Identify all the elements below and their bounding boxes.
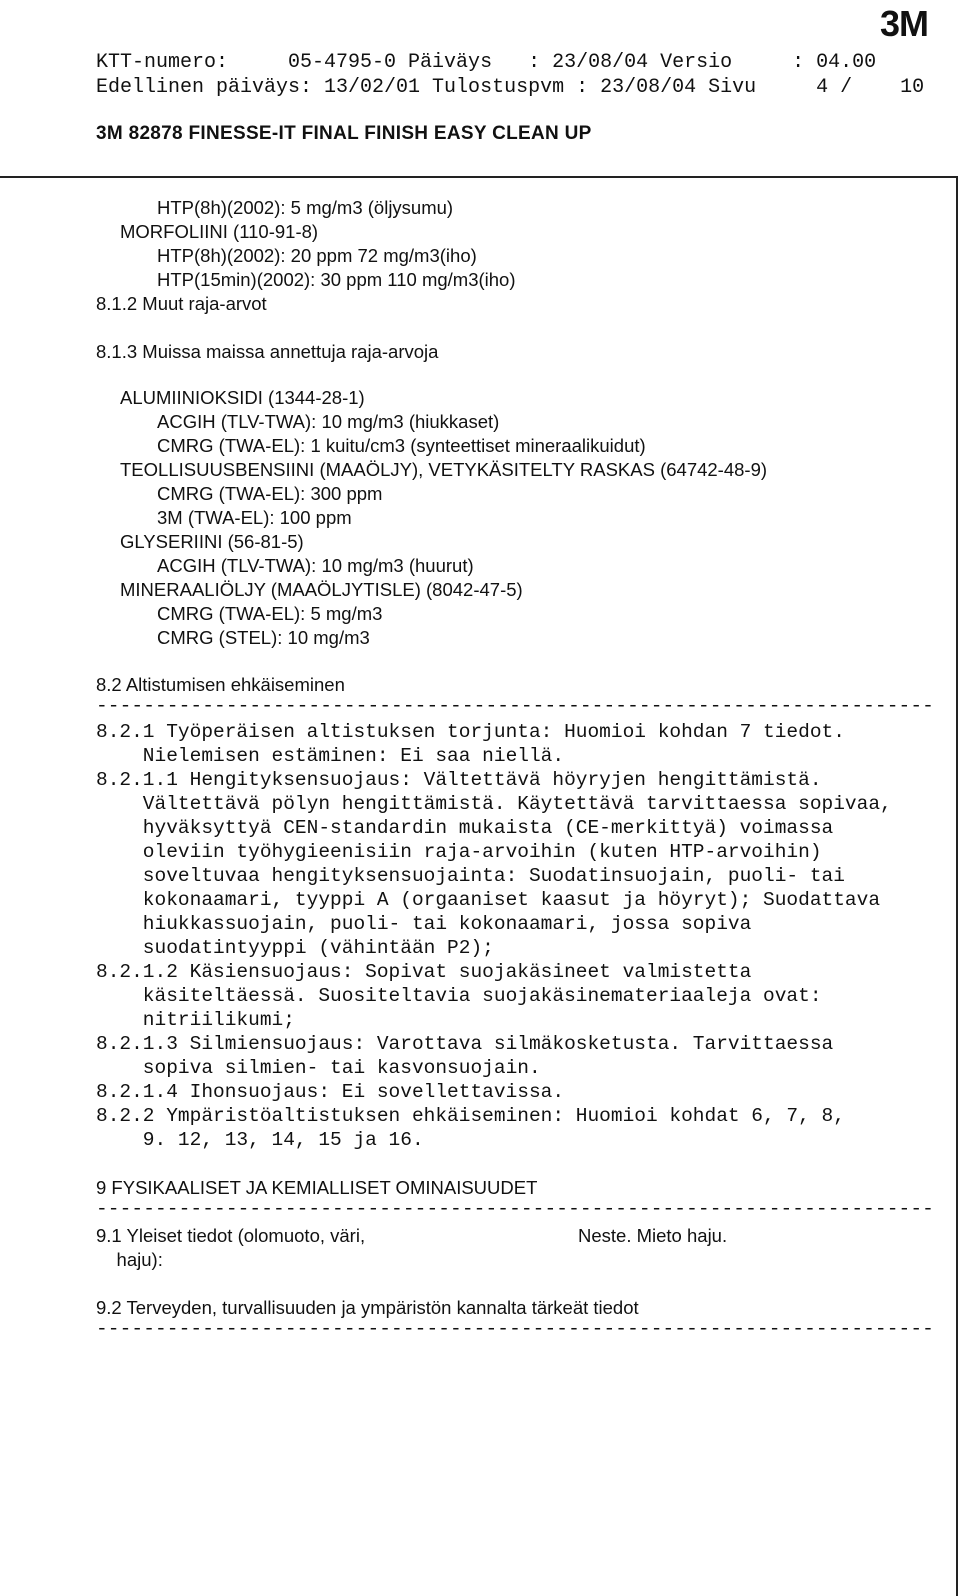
substance-line: MINERAALIÖLJY (MAAÖLJYTISLE) (8042-47-5) <box>120 579 523 600</box>
divider: ----------------------------------------------------------------------- <box>96 1198 934 1220</box>
body-line: 8.2.2 Ympäristöaltistuksen ehkäiseminen: Huomioi kohdat 6, 7, 8, <box>96 1105 845 1127</box>
header-line-1: KTT-numero: 05-4795-0 Päiväys : 23/08/04 Versio : 04.00 <box>96 51 877 74</box>
body-line: soveltuvaa hengityksensuojainta: Suodatinsuojain, puoli- tai <box>96 865 845 887</box>
substance-line: ALUMIINIOKSIDI (1344-28-1) <box>120 387 365 408</box>
body-line: 8.2.1 Työperäisen altistuksen torjunta: Huomioi kohdan 7 tiedot. <box>96 721 845 743</box>
divider: ----------------------------------------------------------------------- <box>96 1318 934 1340</box>
body-line: hiukkassuojain, puoli- tai kokonaamari, jossa sopiva <box>96 913 752 935</box>
section-heading: 8.1.2 Muut raja-arvot <box>96 293 267 314</box>
body-line: sopiva silmien- tai kasvonsuojain. <box>96 1057 541 1079</box>
limit-line: 3M (TWA-EL): 100 ppm <box>157 507 352 528</box>
body-line: 8.2.1.1 Hengityksensuojaus: Vältettävä höyryjen hengittämistä. <box>96 769 822 791</box>
body-line: nitriilikumi; <box>96 1009 295 1031</box>
property-value: Neste. Mieto haju. <box>578 1225 728 1246</box>
header-line-2: Edellinen päiväys: 13/02/01 Tulostuspvm : 23/08/04 Sivu 4 / 10 <box>96 76 925 99</box>
limit-line: ACGIH (TLV-TWA): 10 mg/m3 (hiukkaset) <box>157 411 500 432</box>
limit-line: CMRG (TWA-EL): 300 ppm <box>157 483 383 504</box>
property-label: 9.1 Yleiset tiedot (olomuoto, väri, <box>96 1225 366 1246</box>
section-heading: 9.2 Terveyden, turvallisuuden ja ympäristön kannalta tärkeät tiedot <box>96 1297 639 1318</box>
limit-line: HTP(15min)(2002): 30 ppm 110 mg/m3(iho) <box>157 269 516 290</box>
divider: ----------------------------------------------------------------------- <box>96 695 934 717</box>
body-line: 8.2.1.2 Käsiensuojaus: Sopivat suojakäsineet valmistetta <box>96 961 752 983</box>
body-line: 8.2.1.4 Ihonsuojaus: Ei sovellettavissa. <box>96 1081 565 1103</box>
limit-line: CMRG (STEL): 10 mg/m3 <box>157 627 370 648</box>
property-label: haju): <box>96 1249 163 1270</box>
limit-line: MORFOLIINI (110-91-8) <box>120 221 319 242</box>
body-line: 8.2.1.3 Silmiensuojaus: Varottava silmäkosketusta. Tarvittaessa <box>96 1033 834 1055</box>
product-title: 3M 82878 FINESSE-IT FINAL FINISH EASY CLEAN UP <box>96 123 592 144</box>
limit-line: ACGIH (TLV-TWA): 10 mg/m3 (huurut) <box>157 555 474 576</box>
body-line: käsiteltäessä. Suositeltavia suojakäsinemateriaaleja ovat: <box>96 985 822 1007</box>
body-line: kokonaamari, tyyppi A (orgaaniset kaasut ja höyryt); Suodattava <box>96 889 881 911</box>
section-heading: 8.2 Altistumisen ehkäiseminen <box>96 674 345 695</box>
body-line: 9. 12, 13, 14, 15 ja 16. <box>96 1129 424 1151</box>
limit-line: CMRG (TWA-EL): 1 kuitu/cm3 (synteettiset mineraalikuidut) <box>157 435 646 456</box>
body-line: Vältettävä pölyn hengittämistä. Käytettävä tarvittaessa sopivaa, <box>96 793 892 815</box>
limit-line: CMRG (TWA-EL): 5 mg/m3 <box>157 603 383 624</box>
body-line: oleviin työhygieenisiin raja-arvoihin (kuten HTP-arvoihin) <box>96 841 822 863</box>
limit-line: HTP(8h)(2002): 20 ppm 72 mg/m3(iho) <box>157 245 477 266</box>
body-line: hyväksyttyä CEN-standardin mukaista (CE-merkittyä) voimassa <box>96 817 834 839</box>
body-line: Nielemisen estäminen: Ei saa niellä. <box>96 745 565 767</box>
section-heading: 9 FYSIKAALISET JA KEMIALLISET OMINAISUUDET <box>96 1177 538 1198</box>
3m-logo: 3M <box>880 3 929 44</box>
body-line: suodatintyyppi (vähintään P2); <box>96 937 494 959</box>
substance-line: GLYSERIINI (56-81-5) <box>120 531 304 552</box>
section-heading: 8.1.3 Muissa maissa annettuja raja-arvoja <box>96 341 439 362</box>
limit-line: HTP(8h)(2002): 5 mg/m3 (öljysumu) <box>157 197 454 218</box>
substance-line: TEOLLISUUSBENSIINI (MAAÖLJY), VETYKÄSITELTY RASKAS (64742-48-9) <box>120 459 768 480</box>
